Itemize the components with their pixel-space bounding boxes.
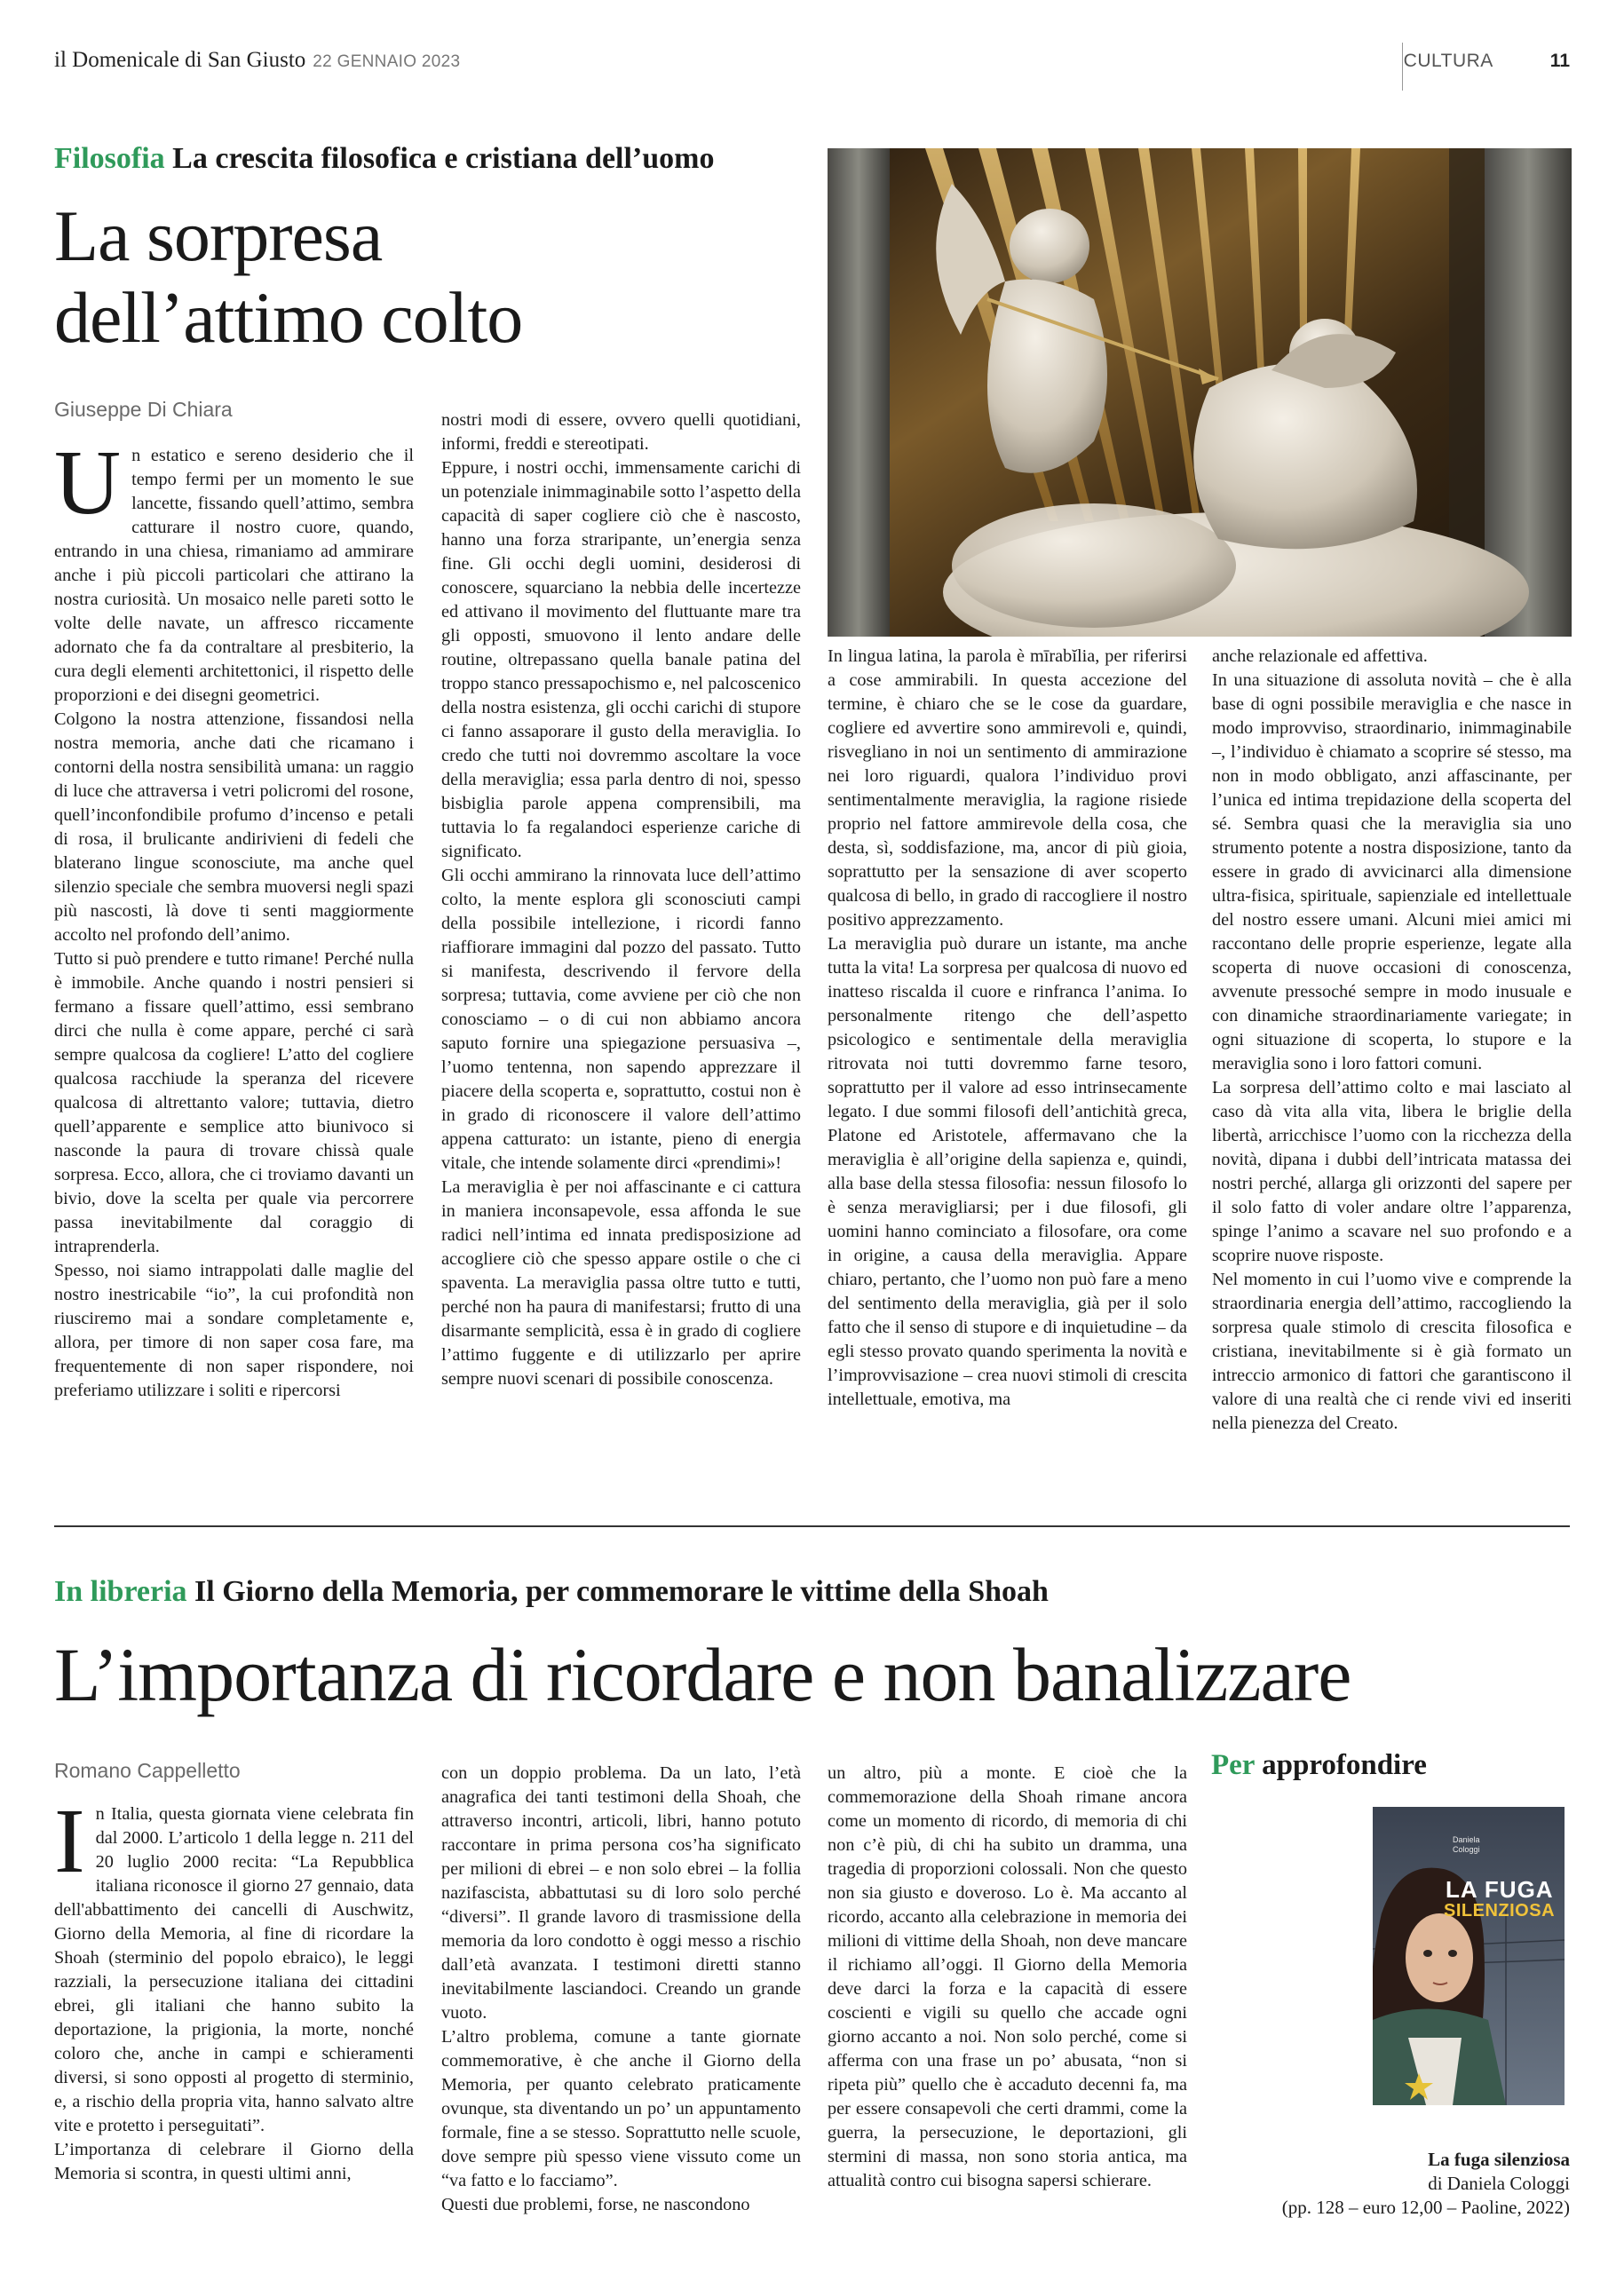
- issue-date: 22 GENNAIO 2023: [313, 52, 461, 71]
- paragraph: Tutto si può prendere e tutto rimane! Perché nulla è immobile. Anche quando i nostri pensieri si fermano a fissare quell’attimo, essi sembrano dirci che nulla è come appare, perché ci sarà sempre qualcosa da cogliere! L’atto del cogliere qualcosa racchiude la speranza del ricevere qualcosa di altrettanto valore; tuttavia, dietro quell’apparente e semplice atto biunivoco si nasconde la paura di trovare chissà quale sorpresa. Ecco, allora, che ci troviamo davanti un bivio, dove la scelta per quale via percorrere passa inevitabilmente dal coraggio di intraprenderla.: [54, 949, 414, 1256]
- article1-column-4: [1212, 645, 1572, 1492]
- article2-column-1: [54, 1790, 414, 2237]
- paragraph: n Italia, questa giornata viene celebrata fin dal 2000. L’articolo 1 della legge n. 211 del 20 luglio 2000 recita: “La Repubblica italiana riconosce il giorno 27 gennaio, data dell'abbattimento dei cancelli di Auschwitz, Giorno della Memoria, al fine di ricordare la Shoah (sterminio del popolo ebraico), le leggi razziali, la persecuzione italiana dei cittadini ebrei, gli italiani che hanno subito la deportazione, la prigionia, la morte, nonché coloro che, anche in campi e schieramenti diversi, si sono opposti al progetto di sterminio, e, a rischio della propria vita, hanno salvato altre vite e protetto i perseguitati”.: [54, 1804, 414, 2135]
- section-divider: [54, 1525, 1570, 1527]
- article2-kicker-text: Il Giorno della Memoria, per commemorare le vittime della Shoah: [194, 1575, 1049, 1608]
- article2-kicker: [54, 1575, 1049, 1609]
- sidebar-heading: [1211, 1749, 1427, 1782]
- book-cover: [1373, 1807, 1565, 2105]
- book-details: (pp. 128 – euro 12,00 – Paoline, 2022): [1281, 2197, 1570, 2218]
- masthead-divider: [1402, 43, 1403, 91]
- article1-photo: [828, 148, 1572, 637]
- paragraph: La meraviglia è per noi affascinante e ci cattura in maniera inconsapevole, essa affonda le sue radici nell’intima ed innata predisposizione ad accogliere ciò che spesso appare ostile o che ci spaventa. La meraviglia passa oltre tutto e tutti, perché non ha paura di manifestarsi; frutto di una disarmante semplicità, essa è in grado di cogliere l’attimo fuggente e di utilizzarlo per aprire sempre nuovi scenari di possibile conoscenza.: [441, 1177, 801, 1389]
- paragraph: un altro, più a monte. E cioè che la commemorazione della Shoah rimane ancora come un momento di ricordo, di memoria di chi non c’è più, di chi ha subito un dramma, una tragedia di proporzioni colossali. Non che questo non sia giusto e doveroso. Lo è. Ma accanto al ricordo, accanto alla celebrazione in memoria dei milioni di vittime della Shoah, non deve mancare il richiamo all’oggi. Il Giorno della Memoria deve darci la forza e la capacità di essere coscienti e vigili su quello che accade ogni giorno accanto a noi. Non solo perché, come si afferma con una frase un po’ abusata, “non si ripeta più” quello che è accaduto decenni fa, ma per essere consapevoli che certi drammi, come la guerra, la persecuzione, le deportazioni, gli stermini di massa, non sono storia antica, ma attualità contro cui bisogna sapersi schierare.: [828, 1763, 1187, 2190]
- article1-category: Filosofia: [54, 142, 165, 175]
- article2-byline: Romano Cappelletto: [54, 1759, 241, 1782]
- book-caption: [1197, 2148, 1570, 2220]
- paragraph: Questi due problemi, forse, ne nascondono: [441, 2195, 750, 2214]
- paragraph: Nel momento in cui l’uomo vive e comprende la straordinaria energia dell’attimo, raccogliendo la sorpresa quale stimolo di crescita filosofica e cristiana, inevitabilmente si è già formato un intreccio armonico di fattori che garantiscono il valore di una realtà che ci rende vivi ed inseriti nella pienezza del Creato.: [1212, 1270, 1572, 1433]
- article1-kicker-text: La crescita filosofica e cristiana dell’uomo: [172, 142, 715, 175]
- article1-headline-line1: La sorpresa: [54, 195, 383, 276]
- book-cover-title-2: SILENZIOSA: [1444, 1901, 1556, 1921]
- article2-column-2: [441, 1762, 801, 2237]
- paragraph: Eppure, i nostri occhi, immensamente carichi di un potenziale inimmaginabile sotto l’aspetto della capacità di saper cogliere ciò che è nascosto, hanno una forza straripante, un’energia senza fine. Gli occhi degli uomini, desiderosi di conoscere, squarciano la nebbia delle incertezze ed attivano il movimento del fluttuante mare tra gli opposti, smuovono il lento andare delle routine, oltrepassano quella banale patina del troppo stanco pressapochismo e, nel palcoscenico della nostra esistenza, gli occhi carichi di stupore ci fanno assaporare il gusto della meraviglia. Io credo che tutti noi dovremmo ascoltare la voce della meraviglia; essa parla dentro di noi, spesso bisbiglia parole appena comprensibili, ma tuttavia lo fa regalandoci esperienze cariche di significato.: [441, 458, 801, 861]
- paragraph: In una situazione di assoluta novità – che è alla base di ogni possibile meraviglia e che nasce in modo improvviso, straordinario, inimmaginabile –, l’individuo è chiamato a scoprire sé stesso, ma non in modo obbligato, anzi affascinante, per l’unica ed intima trepidazione della scoperta del sé. Sembra quasi che la meraviglia sia uno strumento potente a nostra disposizione, tanto da essere in grado di avvicinarci alla dimensione ultra-fisica, spirituale, sapienziale ed intellettuale del nostro essere umani. Alcuni miei amici mi raccontano delle proprie esperienze, legate alla scoperta di nuove occasioni di conoscenza, avvenute pressoché sempre in modo inusuale e con dinamiche straordinariamente variegate; in ogni situazione di scoperta, lo stupore e la meraviglia sono i loro fattori comuni.: [1212, 670, 1572, 1073]
- article2-dropcap: I: [54, 1790, 85, 1892]
- paragraph: Gli occhi ammirano la rinnovata luce dell’attimo colto, la mente esplora gli sconosciuti campi della possibile intellezione, i ricordi fanno riaffiorare immagini dal pozzo del passato. Tutto si manifesta, descrivendo il fervore della sorpresa; tuttavia, come avviene per ciò che non conosciamo – o di cui non abbiamo ancora saputo fornire una spiegazione persuasiva –, l’uomo tentenna, non sapendo apprezzare il piacere della scoperta e, soprattutto, costui non è in grado di riconoscere il valore dell’attimo appena catturato: un istante, pieno di energia vitale, che intende solamente dirci «prendimi»!: [441, 866, 801, 1173]
- paragraph: La meraviglia può durare un istante, ma anche tutta la vita! La sorpresa per qualcosa di nuovo ed inatteso riscalda il cuore e rinfranca l’anima. Io personalmente ritengo che dell’aspetto psicologico e sentimentale della meraviglia ritrovata noi tutti dovremmo farne tesoro, soprattutto per il valore ad esso intrinsecamente legato. I due sommi filosofi dell’antichità greca, Platone ed Aristotele, affermavano che la meraviglia è all’origine della sapienza e, quindi, alla base della stessa filosofia: nessun filosofo lo è senza meravigliarsi; per i due filosofi, gli uomini hanno cominciato a filosofare, ora come in origine, a causa della meraviglia. Appare chiaro, pertanto, che l’uomo non può fare a meno del sentimento della meraviglia, già per il solo fatto che il senso di stupore e di inquietudine – da egli stesso provato quando sperimenta la novità e l’improvvisazione – crea nuovi stimoli di crescita intellettuale, emotiva, ma: [828, 934, 1187, 1409]
- paragraph: Colgono la nostra attenzione, fissandosi nella nostra memoria, anche dati che ricamano i contorni della nostra sensibilità umana: un raggio di luce che attraversa i vetri policromi del rosone, quell’inconfondibile profumo d’incenso e petali di rosa, il brulicante andirivieni di fedeli che blaterano lingue sconosciute, ma anche quel silenzio speciale che sembra muoversi negli spazi più nascosti, là dove ti senti maggiormente accolto nel profondo dell’animo.: [54, 709, 414, 945]
- book-author: di Daniela Cologgi: [1428, 2173, 1570, 2194]
- article2-category: In libreria: [54, 1575, 187, 1608]
- sidebar-heading-rest: approfondire: [1262, 1749, 1427, 1781]
- paragraph: In lingua latina, la parola è mīrabĭlia, per riferirsi a cose ammirabili. In questa accezione del termine, è chiaro che se le cose da guardare, cogliere ed avvertire sono ammirevoli e, quindi, risvegliano in noi un sentimento di ammirazione nei loro riguardi, qualora l’individuo provi sentimentalmente meraviglia, la ragione risiede proprio nel fattore ammirevole della cosa, che desta, sì, soddisfazione, ma, ancor di più gioia, soprattutto per la sensazione di aver scoperto qualcosa di bello, in grado di raccogliere il nostro positivo apprezzamento.: [828, 646, 1187, 930]
- sidebar-heading-accent: Per: [1211, 1749, 1255, 1781]
- article1-kicker: [54, 142, 714, 176]
- article1-column-3: [828, 645, 1187, 1492]
- masthead: [54, 48, 1570, 78]
- book-cover-title-1: LA FUGA: [1446, 1876, 1554, 1903]
- newspaper-name: il Domenicale di San Giusto: [54, 48, 306, 72]
- article1-byline: Giuseppe Di Chiara: [54, 398, 233, 421]
- paragraph: La sorpresa dell’attimo colto e mai lasciato al caso dà vita alla vita, libera le briglie della libertà, arricchisce l’uomo con la ricchezza della novità, dipana i dubbi dell’intricata matassa dei nostri perché, allarga gli orizzonti del sapere per il solo fatto di voler andare oltre l’apparenza, spinge l’animo a scavare nel suo profondo e a scoprire nuove risposte.: [1212, 1078, 1572, 1265]
- paragraph: nostri modi di essere, ovvero quelli quotidiani, informi, freddi e stereotipati.: [441, 410, 801, 454]
- page-number: 11: [1549, 51, 1570, 71]
- article1-headline-line2: dell’attimo colto: [54, 277, 523, 358]
- article1-column-2: [441, 408, 801, 1492]
- article1-dropcap: U: [54, 432, 122, 534]
- paragraph: L’importanza di celebrare il Giorno della Memoria si scontra, in questi ultimi anni,: [54, 2140, 414, 2183]
- article2-headline: L’importanza di ricordare e non banalizzare: [54, 1632, 1351, 1717]
- paragraph: L’altro problema, comune a tante giornate commemorative, è che anche il Giorno della Memoria, per quanto celebrato praticamente ovunque, sta diventando un po’ un appuntamento formale, fine a se stesso. Soprattutto nelle scuole, dove sempre più spesso viene vissuto come un “va fatto e lo facciamo”.: [441, 2027, 801, 2190]
- paragraph: n estatico e sereno desiderio che il tempo fermi per un momento le sue lancette, fissando quell’attimo, sembra catturare il nostro cuore, quando, entrando in una chiesa, rimaniamo ad ammirare anche i più piccoli particolari che attirano la nostra curiosità. Un mosaico nelle pareti sotto le volte delle navate, un affresco riccamente adornato che fa da contraltare al presbiterio, la cura degli elementi architettonici, il rispetto delle proporzioni e dei disegni geometrici.: [54, 446, 414, 705]
- paragraph: anche relazionale ed affettiva.: [1212, 646, 1428, 666]
- article1-headline: [54, 195, 818, 359]
- paragraph: Spesso, noi siamo intrappolati dalle maglie del nostro inestricabile “io”, la cui profondità non riusciremo mai a sondare completamente e, allora, per timore di non saper cosa fare, ma frequentemente di non saper rispondere, noi preferiamo utilizzare i soliti e ripercorsi: [54, 1261, 414, 1400]
- section-name: CULTURA: [1403, 51, 1493, 71]
- article1-column-1: [54, 432, 414, 1492]
- article2-column-3: [828, 1762, 1187, 2237]
- book-title: La fuga silenziosa: [1428, 2149, 1570, 2170]
- book-cover-author: Daniela Cologgi: [1453, 1835, 1480, 1854]
- paragraph: con un doppio problema. Da un lato, l’età anagrafica dei tanti testimoni della Shoah, che attraverso incontri, articoli, libri, hanno potuto raccontare in prima persona cos’ha significato per milioni di ebrei – e non solo ebrei – la follia nazifascista, abbattutasi su di loro solo perché “diversi”. Il grande lavoro di trasmissione della memoria da loro condotto è oggi messo a rischio dall’età avanzata. I testimoni diretti stanno inevitabilmente lasciandoci. Creando un grande vuoto.: [441, 1763, 801, 2023]
